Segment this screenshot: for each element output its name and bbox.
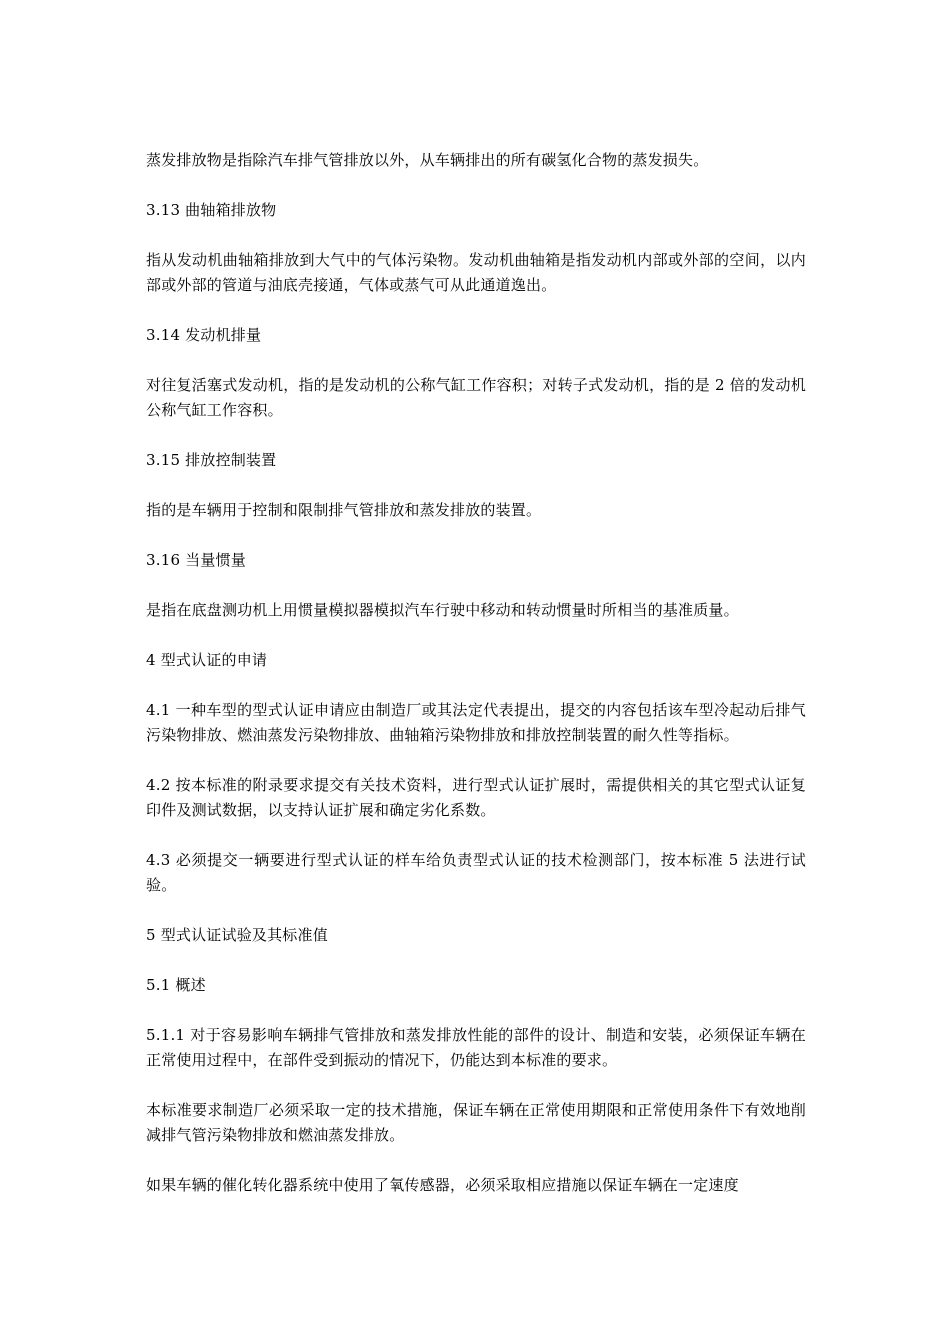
paragraph-4-2: 4.2 按本标准的附录要求提交有关技术资料，进行型式认证扩展时，需提供相关的其它型式认证复印件及测试数据，以支持认证扩展和确定劣化系数。 xyxy=(146,776,806,819)
paragraph-displacement-definition: 对往复活塞式发动机，指的是发动机的公称气缸工作容积；对转子式发动机，指的是 2 倍的发动机公称气缸工作容积。 xyxy=(146,376,806,419)
document-page xyxy=(146,148,806,1223)
heading-3-13: 3.13 曲轴箱排放物 xyxy=(146,201,277,219)
paragraph-crankcase-definition: 指从发动机曲轴箱排放到大气中的气体污染物。发动机曲轴箱是指发动机内部或外部的空间，以内部或外部的管道与油底壳接通，气体或蒸气可从此通道逸出。 xyxy=(146,251,806,294)
heading-5-1: 5.1 概述 xyxy=(146,976,206,994)
paragraph-4-3: 4.3 必须提交一辆要进行型式认证的样车给负责型式认证的技术检测部门，按本标准 5 法进行试验。 xyxy=(146,851,806,894)
heading-5: 5 型式认证试验及其标准值 xyxy=(146,926,328,944)
heading-3-15: 3.15 排放控制装置 xyxy=(146,451,277,469)
paragraph-inertia-definition: 是指在底盘测功机上用惯量模拟器模拟汽车行驶中移动和转动惯量时所相当的基准质量。 xyxy=(146,601,739,619)
heading-4: 4 型式认证的申请 xyxy=(146,651,268,669)
paragraph-manufacturer-requirement: 本标准要求制造厂必须采取一定的技术措施，保证车辆在正常使用期限和正常使用条件下有效地削减排气管污染物排放和燃油蒸发排放。 xyxy=(146,1101,806,1144)
paragraph-5-1-1: 5.1.1 对于容易影响车辆排气管排放和蒸发排放性能的部件的设计、制造和安装，必须保证车辆在正常使用过程中，在部件受到振动的情况下，仍能达到本标准的要求。 xyxy=(146,1026,806,1069)
paragraph-oxygen-sensor: 如果车辆的催化转化器系统中使用了氧传感器，必须采取相应措施以保证车辆在一定速度 xyxy=(146,1176,739,1194)
heading-3-16: 3.16 当量惯量 xyxy=(146,551,246,569)
paragraph-evaporative-definition: 蒸发排放物是指除汽车排气管排放以外，从车辆排出的所有碳氢化合物的蒸发损失。 xyxy=(146,151,709,169)
heading-3-14: 3.14 发动机排量 xyxy=(146,326,262,344)
paragraph-emission-control-definition: 指的是车辆用于控制和限制排气管排放和蒸发排放的装置。 xyxy=(146,501,542,519)
paragraph-4-1: 4.1 一种车型的型式认证申请应由制造厂或其法定代表提出，提交的内容包括该车型冷起动后排气污染物排放、燃油蒸发污染物排放、曲轴箱污染物排放和排放控制装置的耐久性等指标。 xyxy=(146,701,806,744)
